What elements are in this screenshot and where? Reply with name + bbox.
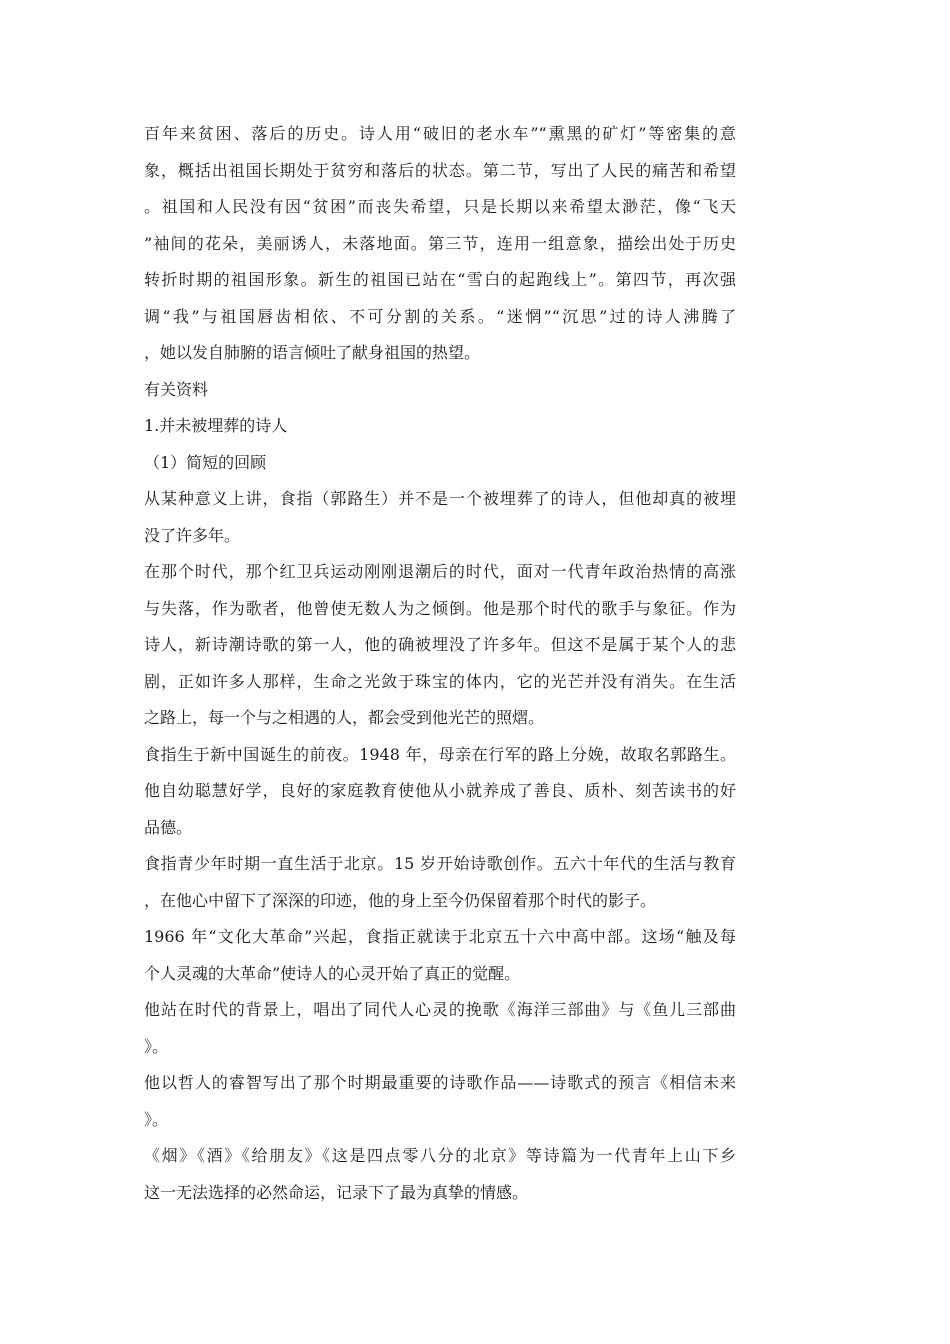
- text-line: ”袖间的花朵，美丽诱人，未落地面。第三节，连用一组意象，描绘出处于历史: [144, 233, 736, 253]
- subsection-heading: 1.并未被埋葬的诗人: [144, 416, 288, 435]
- text-line: 品德。: [144, 817, 193, 837]
- text-line: 之路上，每一个与之相遇的人，都会受到他光芒的照熠。: [144, 708, 545, 727]
- text-line: 与失落，作为歌者，他曾使无数人为之倾倒。他是那个时代的歌手与象征。作为: [144, 598, 736, 618]
- section-heading: 有关资料: [144, 379, 209, 399]
- text-line: 他站在时代的背景上，唱出了同代人心灵的挽歌《海洋三部曲》与《鱼儿三部曲: [144, 1000, 736, 1019]
- text-line: 》。: [144, 1109, 169, 1129]
- text-line: 在那个时代，那个红卫兵运动刚刚退潮后的时代，面对一代青年政治热情的高涨: [144, 562, 736, 581]
- text-line: 》。: [144, 1036, 169, 1056]
- text-line: 他以哲人的睿智写出了那个时期最重要的诗歌作品——诗歌式的预言《相信未来: [144, 1073, 736, 1092]
- text-line: 。祖国和人民没有因“贫困”而丧失希望，只是长期以来希望太渺茫，像“飞天: [144, 197, 736, 216]
- text-line: ，在他心中留下了深深的印迹，他的身上至今仍保留着那个时代的影子。: [144, 890, 657, 910]
- text-line: 没了许多年。: [144, 525, 241, 545]
- text-line: 《烟》《酒》《给朋友》《这是四点零八分的北京》等诗篇为一代青年上山下乡: [144, 1146, 736, 1165]
- text-line: 食指生于新中国诞生的前夜。1948 年，母亲在行军的路上分娩，故取名郭路生。: [144, 744, 736, 764]
- text-line: 1966 年“文化大革命”兴起，食指正就读于北京五十六中高中部。这场“触及每: [144, 927, 736, 946]
- text-line: ，她以发自肺腑的语言倾吐了献身祖国的热望。: [144, 343, 481, 362]
- text-line: 调“我”与祖国唇齿相依、不可分割的关系。“迷惘”“沉思”过的诗人沸腾了: [144, 306, 736, 326]
- text-line: 这一无法选择的必然命运，记录下了最为真挚的情感。: [144, 1182, 529, 1202]
- text-line: 个人灵魂的大革命”使诗人的心灵开始了真正的觉醒。: [144, 963, 521, 983]
- text-line: 象，概括出祖国长期处于贫穷和落后的状态。第二节，写出了人民的痛苦和希望: [144, 160, 736, 180]
- text-line: 从某种意义上讲，食指（郭路生）并不是一个被埋葬了的诗人，但他却真的被埋: [144, 489, 736, 508]
- text-line: 百年来贫困、落后的历史。诗人用“破旧的老水车”“熏黑的矿灯”等密集的意: [144, 124, 736, 143]
- document-body: [144, 116, 736, 1211]
- text-line: 诗人，新诗潮诗歌的第一人，他的确被埋没了许多年。但这不是属于某个人的悲: [144, 635, 736, 654]
- text-line: 剧，正如许多人那样，生命之光敛于珠宝的体内，它的光芒并没有消失。在生活: [144, 671, 736, 691]
- subsection-heading: （1）简短的回顾: [144, 452, 267, 472]
- text-line: 转折时期的祖国形象。新生的祖国已站在“雪白的起跑线上”。第四节，再次强: [144, 270, 736, 289]
- text-line: 食指青少年时期一直生活于北京。15 岁开始诗歌创作。五六十年代的生活与教育: [144, 854, 736, 873]
- text-line: 他自幼聪慧好学，良好的家庭教育使他从小就养成了善良、质朴、刻苦读书的好: [144, 781, 736, 800]
